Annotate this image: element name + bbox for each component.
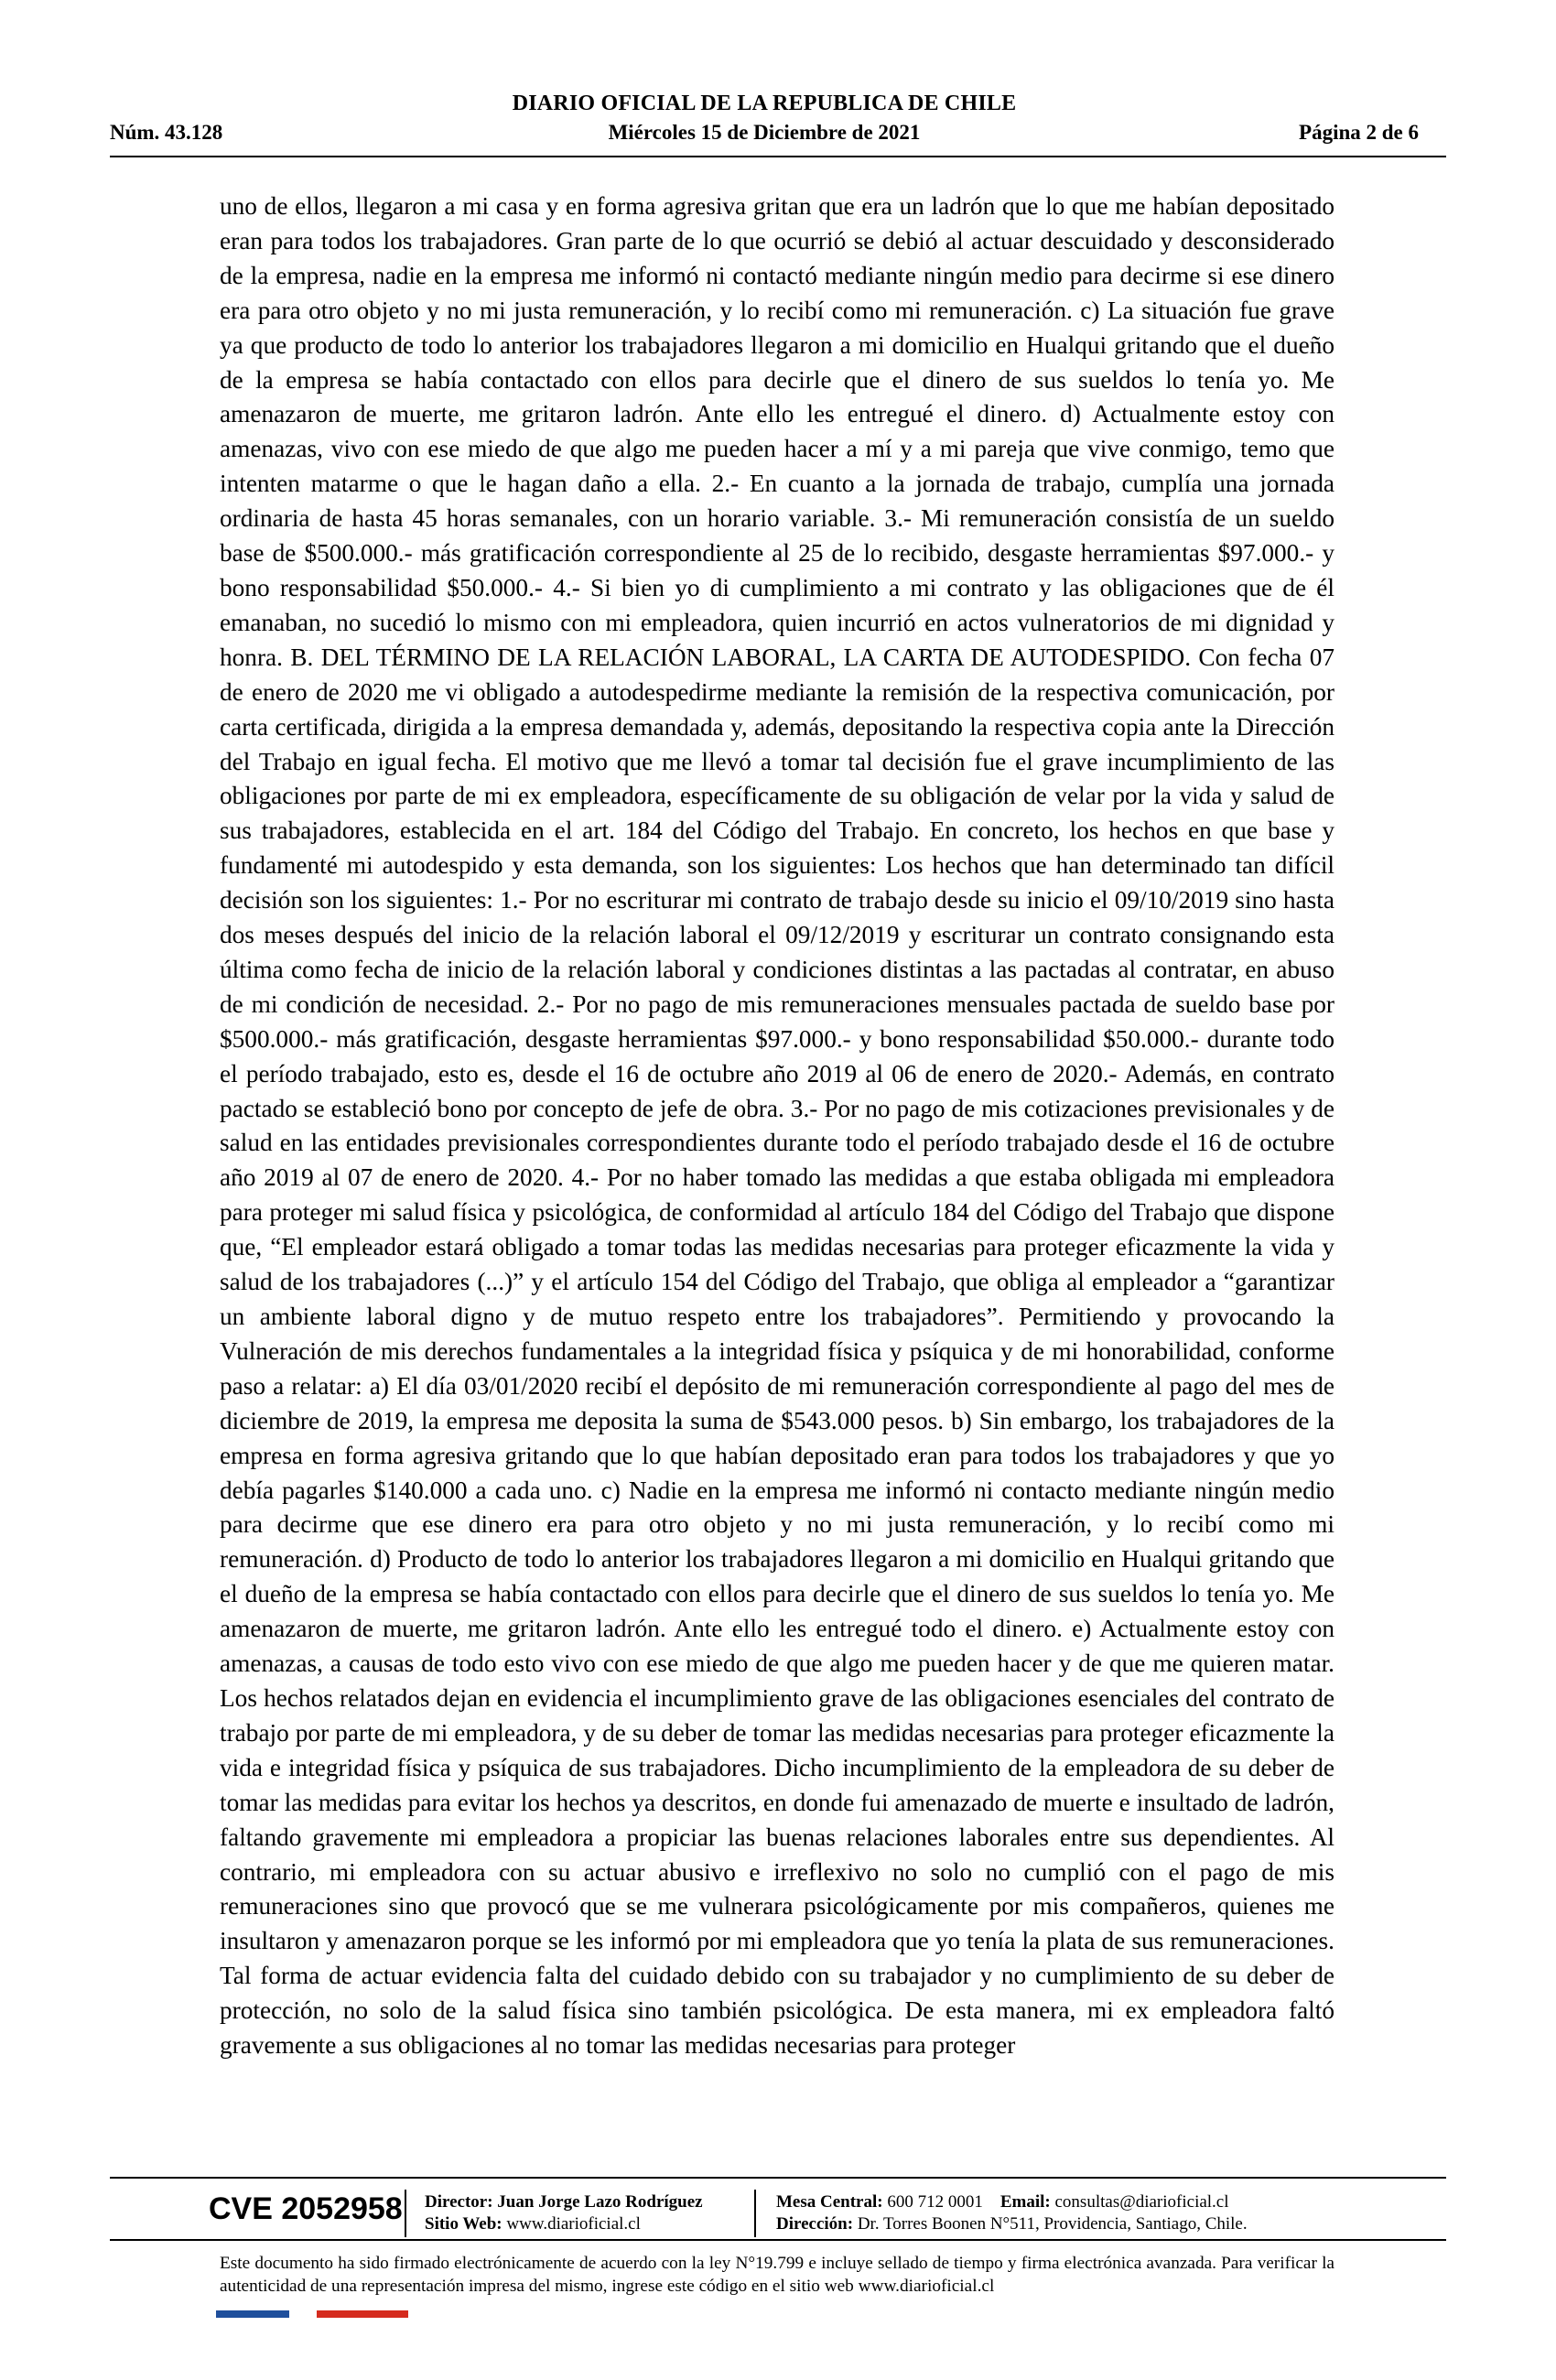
page-header	[110, 92, 1419, 148]
publication-title: DIARIO OFICIAL DE LA REPUBLICA DE CHILE	[512, 92, 1017, 115]
phone-value: 600 712 0001	[887, 2192, 983, 2212]
document-body	[220, 189, 1334, 2063]
header-divider	[110, 156, 1446, 157]
issue-date: Miércoles 15 de Diciembre de 2021	[608, 121, 921, 144]
website-label: Sitio Web:	[425, 2214, 502, 2234]
footer-contact-block	[776, 2191, 1248, 2235]
director-label: Director:	[425, 2192, 493, 2212]
director-name: Juan Jorge Lazo Rodríguez	[497, 2192, 703, 2212]
address-label: Dirección:	[776, 2214, 854, 2234]
website-link[interactable]: www.diarioficial.cl	[506, 2214, 641, 2234]
signature-disclaimer: Este documento ha sido firmado electrónicamente de acuerdo con la ley N°19.799 e incluye sellado de tiempo y firma electrónica avanzada. Para verificar la autenticidad de una representación impresa del mismo, ingrese este código en el sitio web www.diarioficial.cl	[220, 2254, 1334, 2296]
flag-white-segment	[289, 2310, 317, 2318]
footer-separator	[405, 2190, 406, 2237]
page-footer	[110, 2186, 1446, 2241]
footer-director-block	[425, 2191, 703, 2235]
cve-code: CVE 2052958	[209, 2191, 403, 2226]
phone-label: Mesa Central:	[776, 2192, 883, 2212]
flag-blue-segment	[216, 2310, 289, 2318]
flag-red-segment	[317, 2310, 408, 2318]
email-label: Email:	[1000, 2192, 1051, 2212]
footer-divider-top	[110, 2177, 1446, 2179]
chile-flag-stripe	[216, 2310, 408, 2318]
page-indicator: Página 2 de 6	[1299, 121, 1419, 144]
issue-number: Núm. 43.128	[110, 121, 223, 144]
email-link[interactable]: consultas@diarioficial.cl	[1054, 2192, 1229, 2212]
footer-divider-bottom	[110, 2239, 1446, 2241]
body-paragraph: uno de ellos, llegaron a mi casa y en forma agresiva gritan que era un ladrón que lo que me habían depositado eran para todos los trabajadores. Gran parte de lo que ocurrió se debió al actuar descuidado y desconsiderado de la empresa, nadie en la empresa me informó ni contactó mediante ningún medio para decirme si ese dinero era para otro objeto y no mi justa remuneración, y lo recibí como mi remuneración. c) La situación fue grave ya que producto de todo lo anterior los trabajadores llegaron a mi domicilio en Hualqui gritando que el dueño de la empresa se había contactado con ellos para decirle que el dinero de sus sueldos lo tenía yo. Me amenazaron de muerte, me gritaron ladrón. Ante ello les entregué el dinero. d) Actualmente estoy con amenazas, vivo con ese miedo de que algo me pueden hacer a mí y a mi pareja que vive conmigo, temo que intenten matarme o que le hagan daño a ella. 2.- En cuanto a la jornada de trabajo, cumplía una jornada ordinaria de hasta 45 horas semanales, con un horario variable. 3.- Mi remuneración consistía de un sueldo base de $500.000.- más gratificación correspondiente al 25 de lo recibido, desgaste herramientas $97.000.- y bono responsabilidad $50.000.- 4.- Si bien yo di cumplimiento a mi contrato y las obligaciones que de él emanaban, no sucedió lo mismo con mi empleadora, quien incurrió en actos vulneratorios de mi dignidad y honra. B. DEL TÉRMINO DE LA RELACIÓN LABORAL, LA CARTA DE AUTODESPIDO. Con fecha 07 de enero de 2020 me vi obligado a autodespedirme mediante la remisión de la respectiva comunicación, por carta certificada, dirigida a la empresa demandada y, además, depositando la respectiva copia ante la Dirección del Trabajo en igual fecha. El motivo que me llevó a tomar tal decisión fue el grave incumplimiento de las obligaciones por parte de mi ex empleadora, específicamente de su obligación de velar por la vida y salud de sus trabajadores, establecida en el art. 184 del Código del Trabajo. En concreto, los hechos en que base y fundamenté mi autodespido y esta demanda, son los siguientes: Los hechos que han determinado tan difícil decisión son los siguientes: 1.- Por no escriturar mi contrato de trabajo desde su inicio el 09/10/2019 sino hasta dos meses después del inicio de la relación laboral el 09/12/2019 y escriturar un contrato consignando esta última como fecha de inicio de la relación laboral y condiciones distintas a las pactadas al contratar, en abuso de mi condición de necesidad. 2.- Por no pago de mis remuneraciones mensuales pactada de sueldo base por $500.000.- más gratificación, desgaste herramientas $97.000.- y bono responsabilidad $50.000.- durante todo el período trabajado, esto es, desde el 16 de octubre año 2019 al 06 de enero de 2020.- Además, en contrato pactado se estableció bono por concepto de jefe de obra. 3.- Por no pago de mis cotizaciones previsionales y de salud en las entidades previsionales correspondientes durante todo el período trabajado desde el 16 de octubre año 2019 al 07 de enero de 2020. 4.- Por no haber tomado las medidas a que estaba obligada mi empleadora para proteger mi salud física y psicológica, de conformidad al artículo 184 del Código del Trabajo que dispone que, “El empleador estará obligado a tomar todas las medidas necesarias para proteger eficazmente la vida y salud de los trabajadores (...)” y el artículo 154 del Código del Trabajo, que obliga al empleador a “garantizar un ambiente laboral digno y de mutuo respeto entre los trabajadores”. Permitiendo y provocando la Vulneración de mis derechos fundamentales a la integridad física y psíquica y de mi honorabilidad, conforme paso a relatar: a) El día 03/01/2020 recibí el depósito de mi remuneración correspondiente al pago del mes de diciembre de 2019, la empresa me deposita la suma de $543.000 pesos. b) Sin embargo, los trabajadores de la empresa en forma agresiva gritando que lo que habían depositado eran para todos los trabajadores y que yo debía pagarles $140.000 a cada uno. c) Nadie en la empresa me informó ni contacto mediante ningún medio para decirme que ese dinero era para otro objeto y no mi justa remuneración, y lo recibí como mi remuneración. d) Producto de todo lo anterior los trabajadores llegaron a mi domicilio en Hualqui gritando que el dueño de la empresa se había contactado con ellos para decirle que el dinero de sus sueldos lo tenía yo. Me amenazaron de muerte, me gritaron ladrón. Ante ello les entregué todo el dinero. e) Actualmente estoy con amenazas, a causas de todo esto vivo con ese miedo de que algo me pueden hacer y de que me quieren matar. Los hechos relatados dejan en evidencia el incumplimiento grave de las obligaciones esenciales del contrato de trabajo por parte de mi empleadora, y de su deber de tomar las medidas necesarias para proteger eficazmente la vida e integridad física y psíquica de sus trabajadores. Dicho incumplimiento de la empleadora de su deber de tomar las medidas para evitar los hechos ya descritos, en donde fui amenazado de muerte e insultado de ladrón, faltando gravemente mi empleadora a propiciar las buenas relaciones laborales entre sus dependientes. Al contrario, mi empleadora con su actuar abusivo e irreflexivo no solo no cumplió con el pago de mis remuneraciones sino que provocó que se me vulnerara psicológicamente por mis compañeros, quienes me insultaron y amenazaron porque se les informó por mi empleadora que yo tenía la plata de sus remuneraciones. Tal forma de actuar evidencia falta del cuidado debido con su trabajador y no cumplimiento de su deber de protección, no solo de la salud física sino también psicológica. De esta manera, mi ex empleadora faltó gravemente a sus obligaciones al no tomar las medidas necesarias para proteger	[220, 192, 1334, 2060]
address-value: Dr. Torres Boonen N°511, Providencia, Santiago, Chile.	[857, 2214, 1248, 2234]
footer-separator	[754, 2190, 756, 2237]
